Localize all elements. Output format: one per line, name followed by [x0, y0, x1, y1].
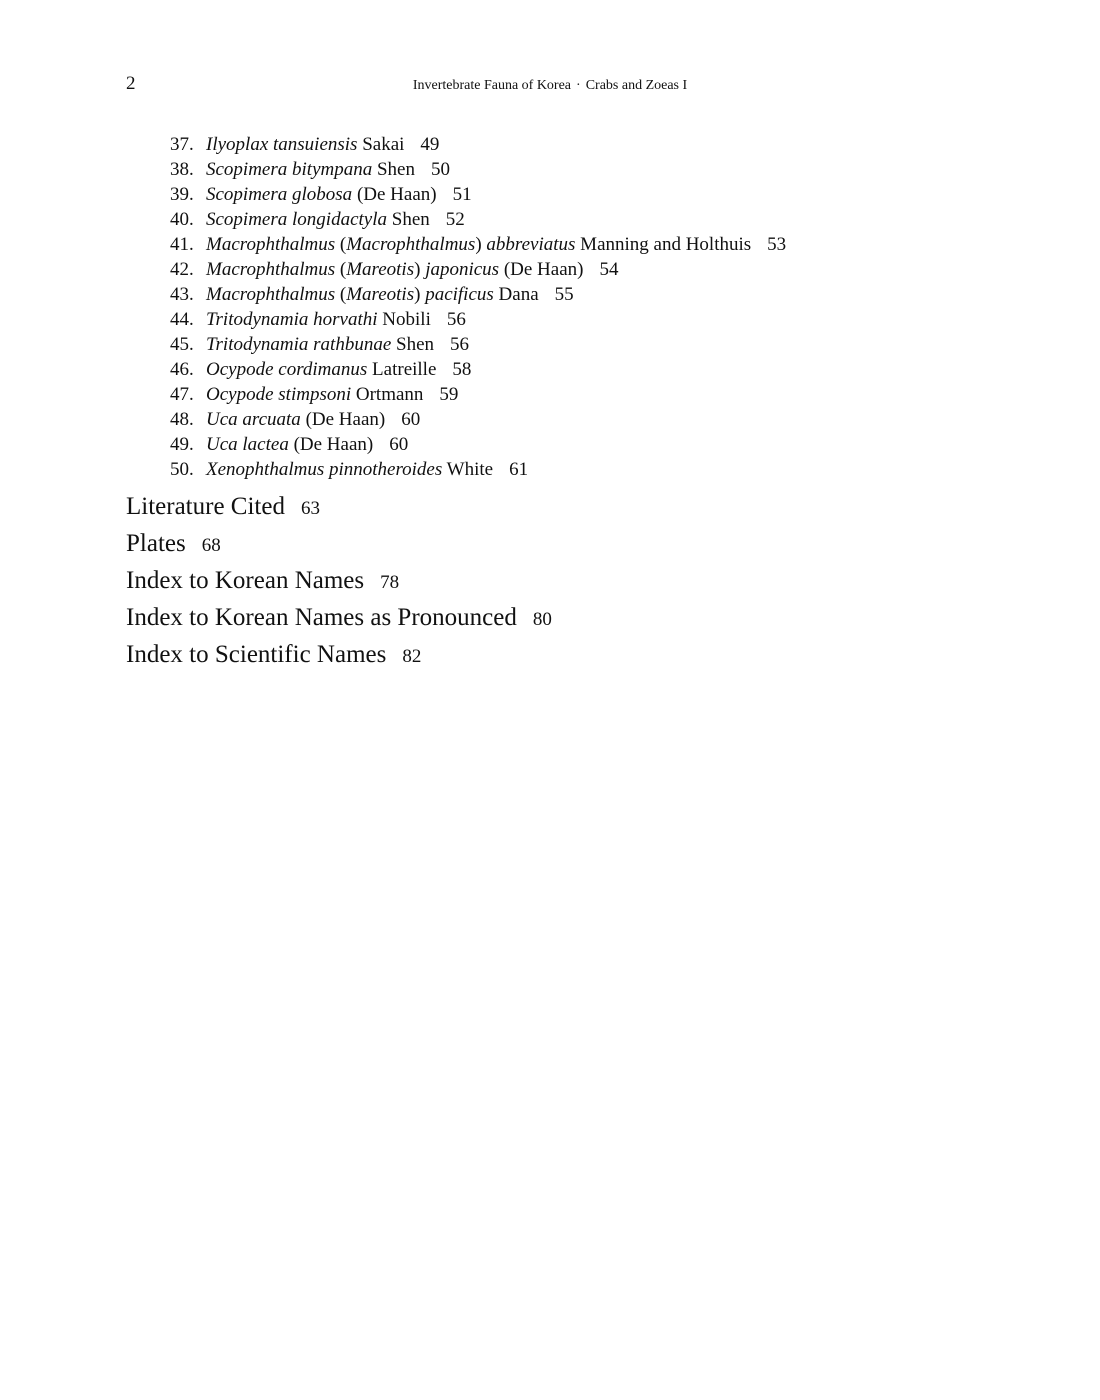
running-subtitle: Crabs and Zoeas I: [585, 78, 688, 93]
toc-entry: [170, 232, 786, 257]
author-part: Manning and Holthuis: [575, 234, 752, 255]
entry-number: 40.: [170, 209, 194, 230]
taxon-name-part: Ocypode cordimanus: [206, 359, 368, 380]
species-name: [206, 309, 431, 330]
entry-number: 39.: [170, 184, 194, 205]
taxon-name-part: Mareotis: [346, 284, 415, 305]
toc-entry: [170, 207, 786, 232]
author-part: ): [475, 234, 487, 255]
author-part: (De Haan): [288, 434, 374, 455]
taxon-name-part: Scopimera globosa: [206, 184, 353, 205]
author-part: Ortmann: [351, 384, 424, 405]
toc-entry: [170, 432, 786, 457]
author-part: Dana: [493, 284, 539, 305]
toc-entry: [170, 132, 786, 157]
entry-page-number: 50: [430, 159, 450, 180]
toc-section: [126, 525, 552, 562]
species-name: [206, 284, 539, 305]
section-title: Literature Cited: [126, 493, 285, 520]
entry-number: 38.: [170, 159, 194, 180]
toc-section: [126, 488, 552, 525]
taxon-name-part: Ocypode stimpsoni: [206, 384, 352, 405]
entry-page-number: 55: [554, 284, 574, 305]
section-title: Plates: [126, 530, 186, 557]
author-part: White: [442, 459, 494, 480]
entry-number: 44.: [170, 309, 194, 330]
species-name: [206, 334, 434, 355]
taxon-name-part: Tritodynamia horvathi: [206, 309, 378, 330]
author-part: (: [335, 234, 347, 255]
toc-entry: [170, 182, 786, 207]
species-name: [206, 384, 423, 405]
author-part: (De Haan): [499, 259, 584, 280]
taxon-name-part: Uca lactea: [206, 434, 289, 455]
toc-entry: [170, 332, 786, 357]
species-name: [206, 409, 385, 430]
section-title: Index to Scientific Names: [126, 641, 387, 668]
entry-number: 47.: [170, 384, 194, 405]
toc-entry: [170, 282, 786, 307]
taxon-name-part: Macrophthalmus: [206, 234, 336, 255]
entry-number: 45.: [170, 334, 194, 355]
toc-entry: [170, 257, 786, 282]
entry-number: 50.: [170, 459, 194, 480]
section-page-number: 63: [300, 498, 320, 519]
taxon-name-part: japonicus: [425, 259, 500, 280]
author-part: Shen: [391, 334, 435, 355]
section-title: Index to Korean Names: [126, 567, 365, 594]
toc-entry: [170, 407, 786, 432]
species-name: [206, 234, 751, 255]
toc-entry: [170, 307, 786, 332]
taxon-name-part: Scopimera longidactyla: [206, 209, 387, 230]
running-title: Invertebrate Fauna of Korea: [412, 78, 572, 93]
taxon-name-part: Ilyoplax tansuiensis: [206, 134, 358, 155]
author-part: Sakai: [357, 134, 405, 155]
author-part: (De Haan): [300, 409, 386, 430]
toc-section: [126, 562, 552, 599]
section-page-number: 78: [380, 572, 400, 593]
entry-page-number: 56: [450, 334, 470, 355]
entry-number: 49.: [170, 434, 194, 455]
entry-page-number: 52: [445, 209, 465, 230]
section-title: Index to Korean Names as Pronounced: [126, 604, 517, 631]
entry-page-number: 49: [420, 134, 440, 155]
author-part: Shen: [372, 159, 415, 180]
entry-number: 43.: [170, 284, 194, 305]
species-name: [206, 209, 430, 230]
species-entry-list: [170, 132, 786, 482]
running-head: [0, 77, 1100, 95]
taxon-name-part: Macrophthalmus: [206, 284, 336, 305]
entry-page-number: 59: [439, 384, 459, 405]
species-name: [206, 259, 583, 280]
author-part: (De Haan): [352, 184, 437, 205]
entry-number: 48.: [170, 409, 194, 430]
species-name: [206, 159, 415, 180]
taxon-name-part: Tritodynamia rathbunae: [206, 334, 392, 355]
species-name: [206, 359, 436, 380]
entry-page-number: 51: [452, 184, 472, 205]
species-name: [206, 134, 404, 155]
species-name: [206, 459, 493, 480]
entry-number: 37.: [170, 134, 194, 155]
toc-entry: [170, 457, 786, 482]
author-part: Latreille: [367, 359, 437, 380]
toc-entry: [170, 382, 786, 407]
author-part: ): [414, 284, 426, 305]
taxon-name-part: Macrophthalmus: [206, 259, 336, 280]
taxon-name-part: abbreviatus: [486, 234, 576, 255]
taxon-name-part: Uca arcuata: [206, 409, 301, 430]
entry-page-number: 53: [767, 234, 787, 255]
running-head-separator: ·: [576, 78, 581, 93]
author-part: Shen: [387, 209, 430, 230]
species-name: [206, 434, 373, 455]
toc-section: [126, 599, 552, 636]
toc-section: [126, 636, 552, 673]
author-part: Nobili: [377, 309, 431, 330]
taxon-name-part: Macrophthalmus: [346, 234, 476, 255]
toc-entry: [170, 157, 786, 182]
entry-number: 41.: [170, 234, 194, 255]
entry-page-number: 56: [446, 309, 466, 330]
taxon-name-part: Mareotis: [346, 259, 415, 280]
back-matter-sections: [126, 488, 552, 673]
taxon-name-part: Scopimera bitympana: [206, 159, 373, 180]
taxon-name-part: Xenophthalmus pinnotheroides: [206, 459, 443, 480]
toc-entry: [170, 357, 786, 382]
species-name: [206, 184, 437, 205]
entry-page-number: 54: [599, 259, 619, 280]
entry-page-number: 60: [389, 434, 409, 455]
author-part: (: [335, 259, 347, 280]
section-page-number: 80: [532, 609, 552, 630]
entry-page-number: 58: [452, 359, 472, 380]
section-page-number: 82: [402, 646, 422, 667]
entry-page-number: 60: [401, 409, 421, 430]
entry-number: 46.: [170, 359, 194, 380]
entry-page-number: 61: [509, 459, 529, 480]
section-page-number: 68: [201, 535, 221, 556]
author-part: ): [414, 259, 426, 280]
page-number: 2: [126, 73, 136, 94]
author-part: (: [335, 284, 347, 305]
taxon-name-part: pacificus: [425, 284, 494, 305]
entry-number: 42.: [170, 259, 194, 280]
